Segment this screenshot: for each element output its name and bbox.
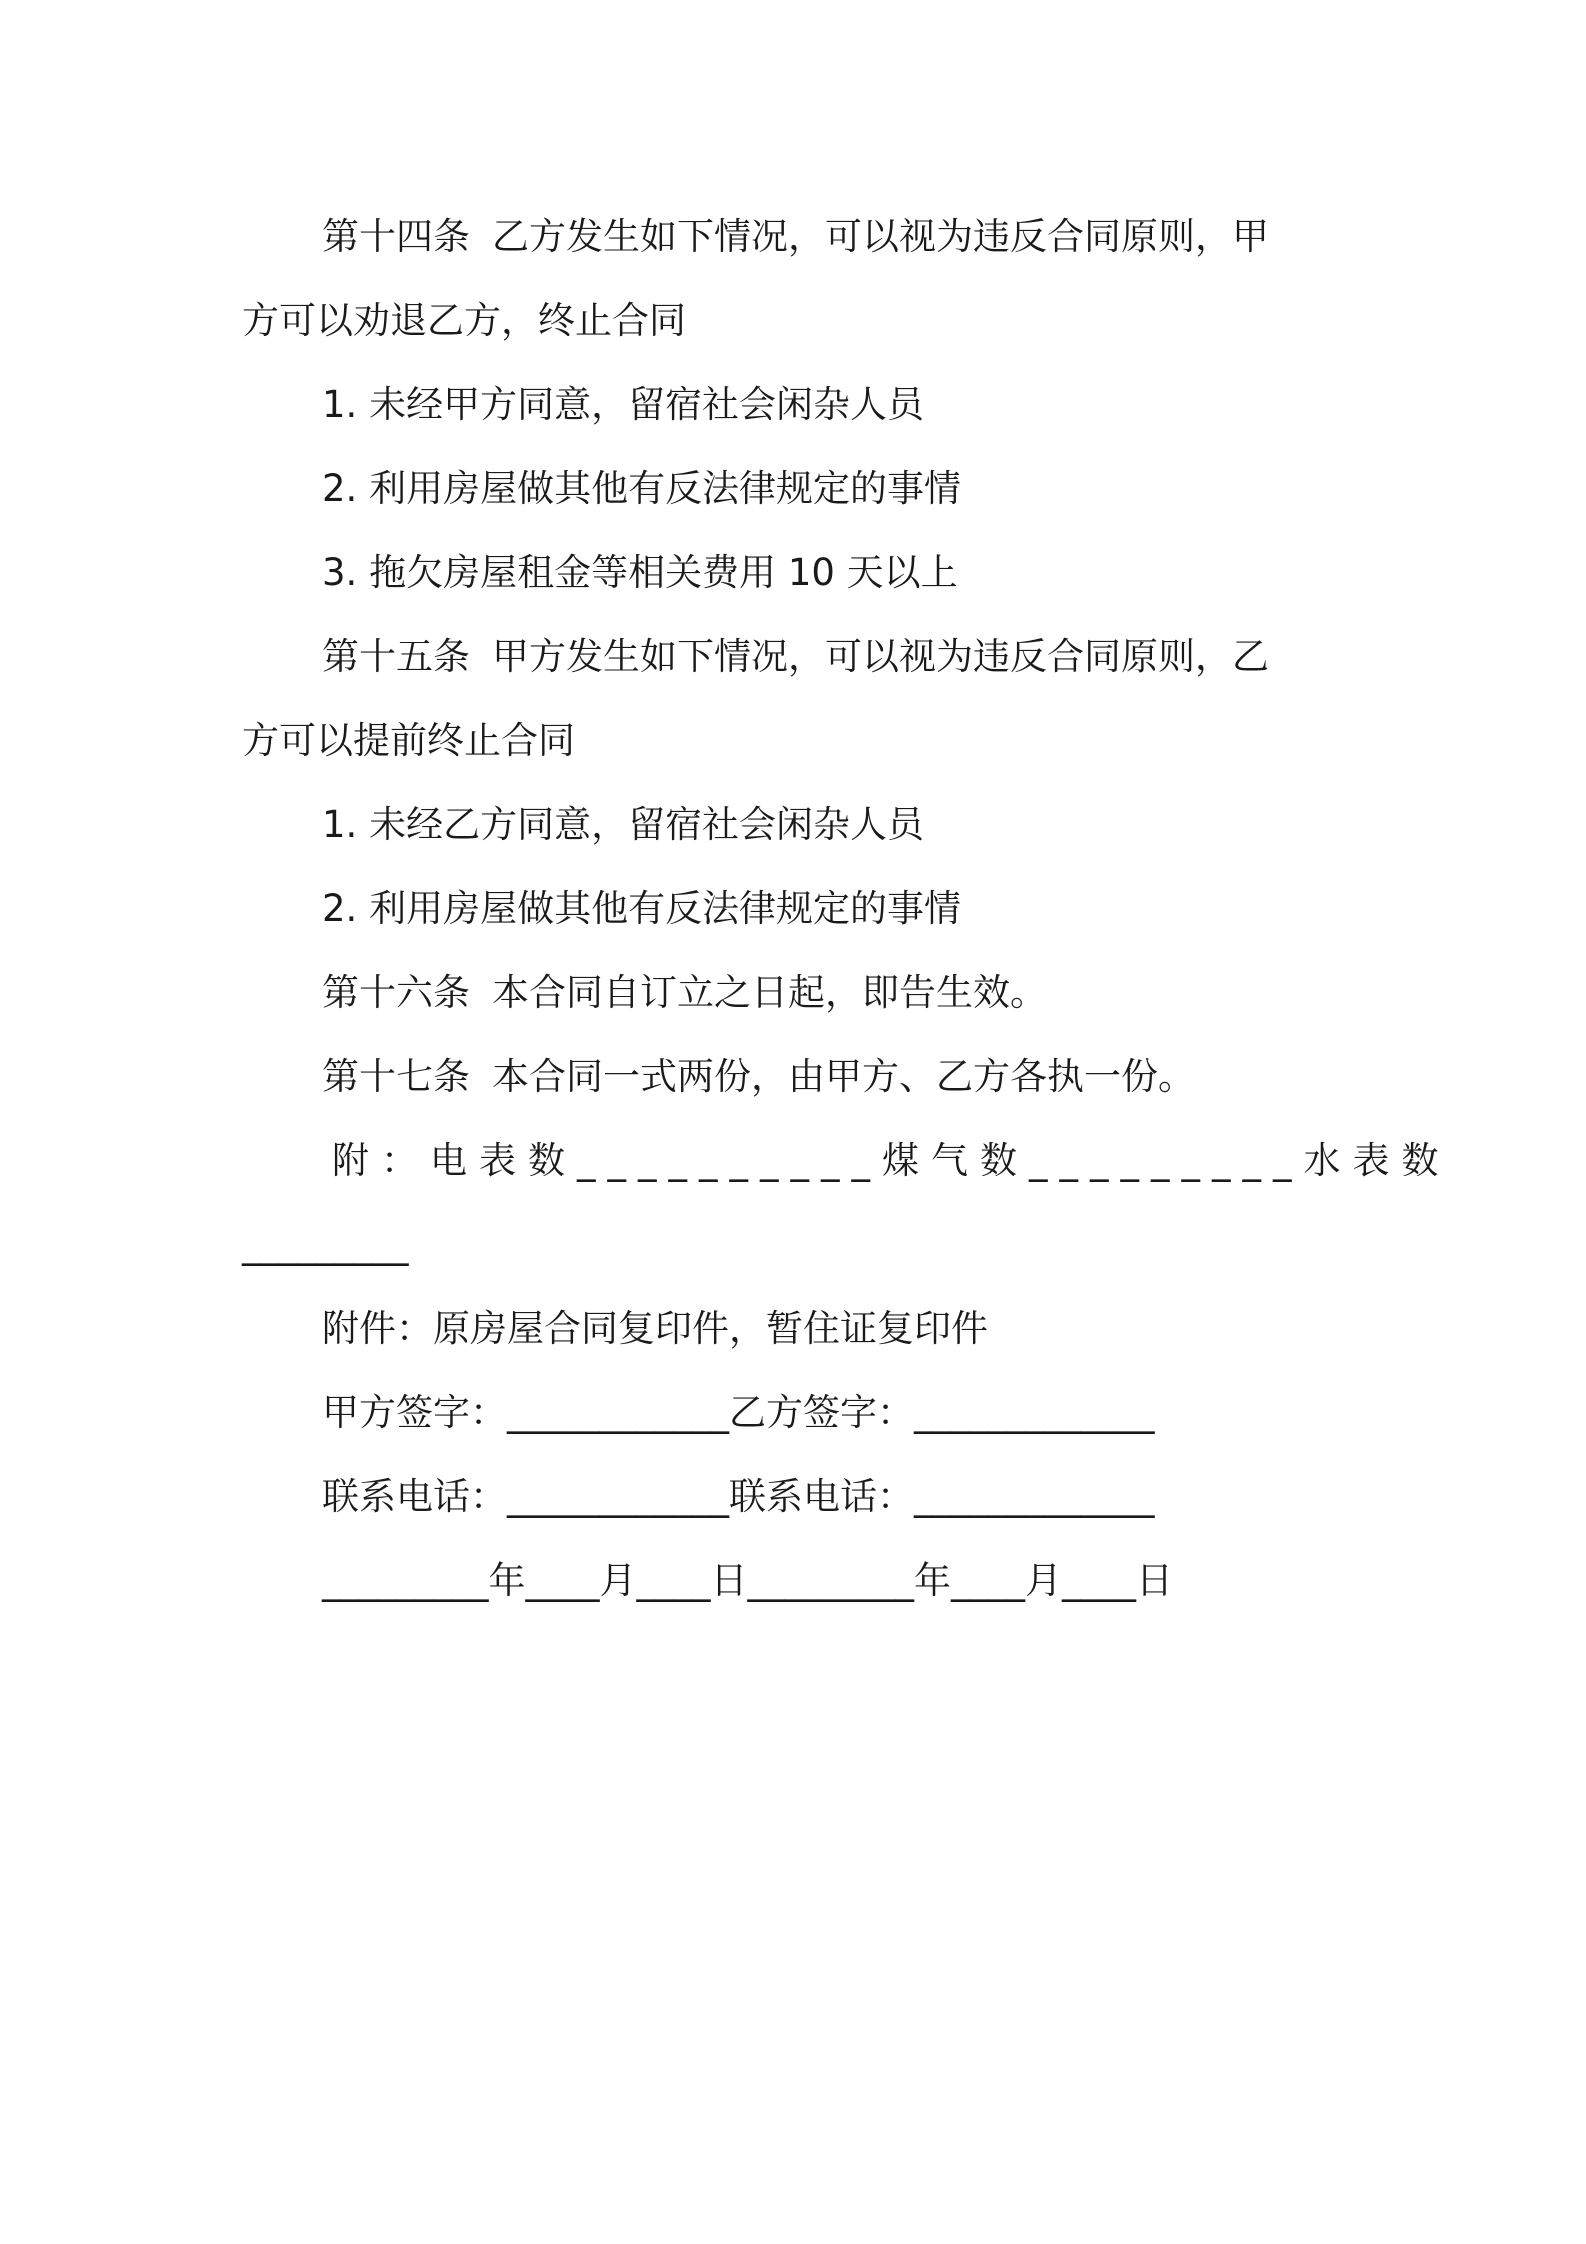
appendix-prefix: 附： xyxy=(332,1139,430,1182)
signature-row: 甲方签字：____________乙方签字：_____________ xyxy=(322,1391,1155,1434)
attachments-line: 附件：原房屋合同复印件，暂住证复印件 xyxy=(322,1307,988,1350)
article-15-item-1: 1. 未经乙方同意，留宿社会闲杂人员 xyxy=(322,803,925,846)
article-14-label: 第十四条 xyxy=(322,215,470,258)
article-17 xyxy=(242,1035,1354,1119)
article-15-text-1: 甲方发生如下情况，可以视为违反合同原则，乙 xyxy=(492,635,1269,678)
appendix-meters xyxy=(242,1119,1451,1203)
article-14-item-3: 3. 拖欠房屋租金等相关费用 10 天以上 xyxy=(322,551,958,594)
article-16 xyxy=(242,951,1354,1035)
article-14-text-1: 乙方发生如下情况，可以视为违反合同原则，甲 xyxy=(492,215,1269,258)
date-row: _________年____月____日_________年____月____日 xyxy=(322,1559,1173,1602)
article-15-line-2: 方可以提前终止合同 xyxy=(242,719,575,762)
article-15-item-2: 2. 利用房屋做其他有反法律规定的事情 xyxy=(322,887,962,930)
article-16-text: 本合同自订立之日起，即告生效。 xyxy=(492,971,1047,1014)
water-meter-field: 水表数 xyxy=(1303,1139,1451,1182)
article-17-label: 第十七条 xyxy=(322,1055,470,1098)
article-14-line-1 xyxy=(242,195,1354,279)
article-17-text: 本合同一式两份，由甲方、乙方各执一份。 xyxy=(492,1055,1195,1098)
article-14-item-1: 1. 未经甲方同意，留宿社会闲杂人员 xyxy=(322,383,925,426)
gas-meter-field: 煤气数_________ xyxy=(882,1139,1304,1182)
electric-meter-field: 电表数__________ xyxy=(430,1139,882,1182)
appendix-continuation: _________ xyxy=(242,1223,409,1266)
phone-row: 联系电话：____________联系电话：_____________ xyxy=(322,1475,1155,1518)
contract-page xyxy=(242,195,1451,1623)
article-15-label: 第十五条 xyxy=(322,635,470,678)
article-16-label: 第十六条 xyxy=(322,971,470,1014)
article-15-line-1 xyxy=(242,615,1354,699)
article-14-item-2: 2. 利用房屋做其他有反法律规定的事情 xyxy=(322,467,962,510)
article-14-line-2: 方可以劝退乙方，终止合同 xyxy=(242,299,686,342)
